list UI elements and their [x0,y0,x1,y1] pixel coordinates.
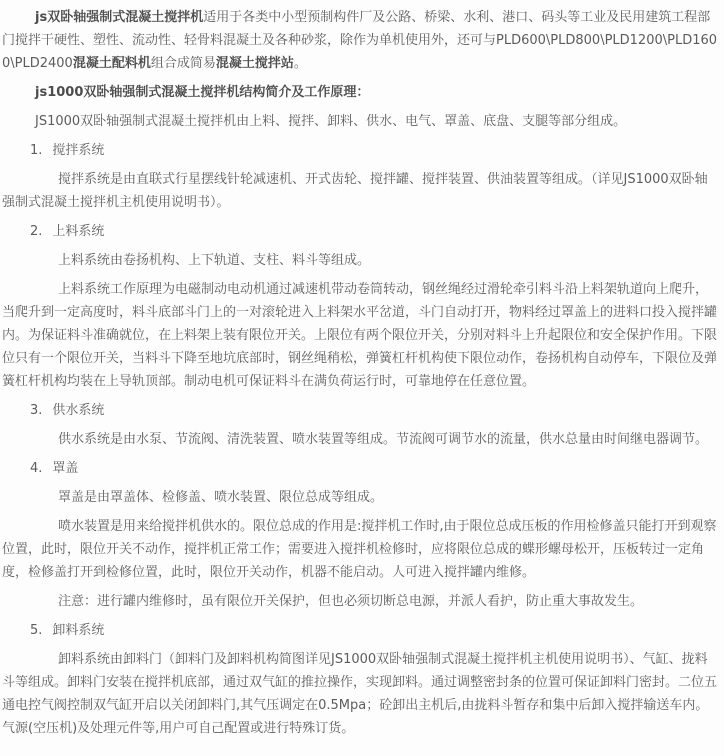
intro-segment: 组合成简易 [150,56,216,71]
section-title-text: 搅拌系统 [52,143,105,158]
section-paragraph: 卸料系统由卸料门（卸料门及卸料机构简图详见JS1000双卧轴强制式混凝土搅拌机主机使用说明书）、气缸、拢料斗等组成。卸料门安装在搅拌机底部，通过双气缸的推拉操作，实现卸料。通过调整密封条的位置可保证卸料门密封。二位五通电控气阀控制双气缸开启以关闭卸料门,其气压调定在0.5Mpa；砼卸出主机后,由拢料斗暂存和集中后卸入搅拌输送车内。气源(空压机)及处理元件等,用户可自己配置或进行特殊订货。 [2,652,718,736]
section-item-title [2,139,718,162]
section-number: 2. [30,224,43,239]
section-title-text: 上料系统 [52,224,105,239]
intro-paragraph [2,6,718,75]
section-paragraph: 供水系统是由水泵、节流阀、清洗装置、喷水装置等组成。节流阀可调节水的流量，供水总量由时间继电器调节。 [58,432,709,447]
section-paragraph: 上料系统由卷扬机构、上下轨道、支柱、料斗等组成。 [58,253,371,268]
section-number: 1. [30,143,43,158]
section-item-title [2,399,718,422]
intro-segment: 适用于各类中小型预制构件厂及公路、桥梁、水利、港口、码头等工业及民用建筑工程部门搅拌干硬性、塑性、流动性、轻骨料混凝土及各种砂浆，除作为单机使用外，还可与PLD600\PLD800\PLD1200\PLD1600\PLD2400 [2,10,718,71]
section-paragraph: 搅拌系统是由直联式行星摆线针轮减速机、开式齿轮、搅拌罐、搅拌装置、供油装置等组成。（详见JS1000双卧轴强制式混凝土搅拌机主机使用说明书）。 [2,172,708,210]
section-title-text: 供水系统 [52,403,105,418]
intro-segment: js双卧轴强制式混凝土搅拌机 [35,10,204,25]
section-item-title [2,619,718,642]
intro-segment: 混凝土配料机 [72,56,151,71]
section-title-text: 卸料系统 [52,623,105,638]
section-title-text: 罩盖 [52,461,79,476]
sections-container [2,139,718,740]
section-number: 4. [30,461,43,476]
overview-paragraph: JS1000双卧轴强制式混凝土搅拌机由上料、搅拌、卸料、供水、电气、罩盖、底盘、支腿等部分组成。 [35,114,627,129]
section-heading: js1000双卧轴强制式混凝土搅拌机结构简介及工作原理： [35,85,370,100]
section-item-title [2,457,718,480]
section-paragraph: 罩盖是由罩盖体、检修盖、喷水装置、限位总成等组成。 [58,490,384,505]
intro-segment: 混凝土搅拌站 [215,56,294,71]
section-paragraph: 注意：进行罐内维修时，虽有限位开关保护，但也必须切断总电源，并派人看护，防止重大事故发生。 [58,594,644,609]
section-item-title [2,220,718,243]
section-number: 3. [30,403,43,418]
intro-segment: 。 [293,56,307,71]
section-paragraph: 喷水装置是用来给搅拌机供水的。限位总成的作用是:搅拌机工作时,由于限位总成压板的作用检修盖只能打开到观察位置，此时，限位开关不动作，搅拌机正常工作；需要进入搅拌机检修时，应将限位总成的蝶形螺母松开，压板转过一定角度，检修盖打开到检修位置，此时，限位开关动作，机器不能启动。人可进入搅拌罐内维修。 [2,519,717,580]
section-number: 5. [30,623,43,638]
section-paragraph: 上料系统工作原理为电磁制动电动机通过减速机带动卷筒转动，钢丝绳经过滑轮牵引料斗沿上料架轨道向上爬升，当爬升到一定高度时，料斗底部斗门上的一对滚轮进入上料架水平岔道，斗门自动打开，物料经过罩盖上的进料口投入搅拌罐内。为保证料斗准确就位，在上料架上装有限位开关。上限位有两个限位开关，分别对料斗上升起限位和安全保护作用。下限位只有一个限位开关，当料斗下降至地坑底部时，钢丝绳稍松，弹簧杠杆机构使下限位动作，卷扬机构自动停车，下限位及弹簧杠杆机构均装在上导轨顶部。制动电机可保证料斗在满负荷运行时，可靠地停在任意位置。 [2,282,718,389]
